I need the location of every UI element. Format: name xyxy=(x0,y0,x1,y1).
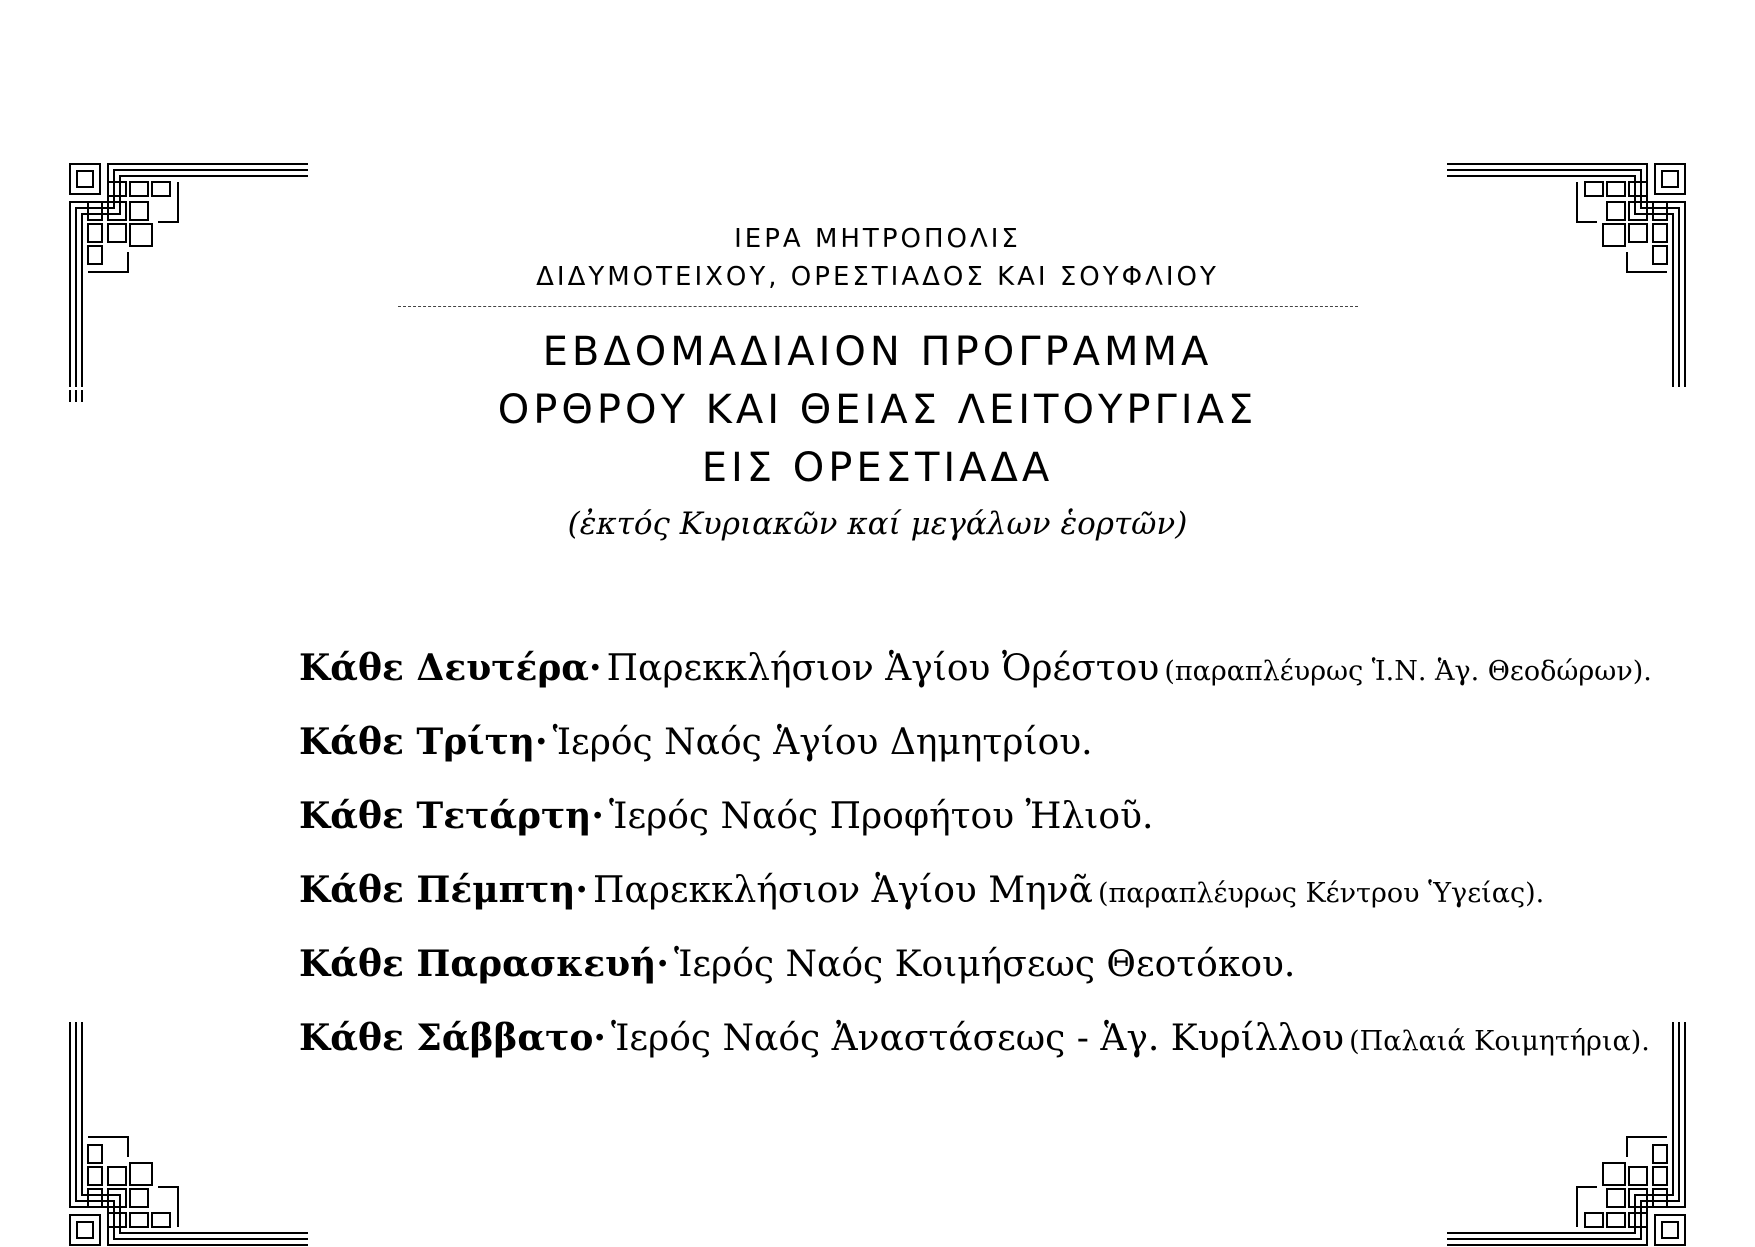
schedule-row-thursday xyxy=(299,860,1719,934)
schedule-day: Κάθε Τρίτη· xyxy=(299,721,548,763)
program-subtitle: (ἐκτός Κυριακῶν καί μεγάλων ἑορτῶν) xyxy=(567,506,1188,542)
schedule-day: Κάθε Σάββατο· xyxy=(299,1017,606,1059)
document-header xyxy=(0,220,1755,547)
schedule-day: Κάθε Παρασκευή· xyxy=(299,943,669,985)
schedule-place: Ἱερός Ναός Ἀναστάσεως - Ἁγ. Κυρίλλου xyxy=(610,1018,1345,1059)
schedule-note: (παραπλέυρως Κέντρου Ὑγείας). xyxy=(1097,878,1545,909)
schedule-day: Κάθε Πέμπτη· xyxy=(299,869,588,911)
program-title-line-1: ΕΒΔΟΜΑΔΙΑΙΟΝ ΠΡΟΓΡΑΜΜΑ xyxy=(542,329,1213,375)
schedule-place: Ἱερός Ναός Ἁγίου Δημητρίου. xyxy=(552,722,1093,763)
weekly-schedule xyxy=(299,638,1719,1082)
metropolis-region: ΔΙΔΥΜΟΤΕΙΧΟΥ, ΟΡΕΣΤΙΑΔΟΣ ΚΑΙ ΣΟΥΦΛΙΟΥ xyxy=(536,262,1219,292)
schedule-note: (Παλαιά Κοιμητήρια). xyxy=(1349,1026,1650,1057)
schedule-place: Ἱερός Ναός Κοιμήσεως Θεοτόκου. xyxy=(673,944,1296,985)
schedule-row-wednesday xyxy=(299,786,1719,860)
schedule-place: Παρεκκλήσιον Ἁγίου Ὀρέστου xyxy=(606,648,1160,689)
schedule-row-friday xyxy=(299,934,1719,1008)
metropolis-title: ΙΕΡΑ ΜΗΤΡΟΠΟΛΙΣ xyxy=(734,224,1021,254)
schedule-day: Κάθε Τετάρτη· xyxy=(299,795,604,837)
corner-ornament-bottom-left xyxy=(68,1007,308,1247)
schedule-row-monday xyxy=(299,638,1719,712)
header-divider xyxy=(398,306,1358,307)
program-title-line-3: ΕΙΣ ΟΡΕΣΤΙΑΔΑ xyxy=(701,445,1054,491)
schedule-row-tuesday xyxy=(299,712,1719,786)
schedule-row-saturday xyxy=(299,1008,1719,1082)
schedule-note: (παραπλέυρως Ἱ.Ν. Ἁγ. Θεοδώρων). xyxy=(1164,656,1652,687)
schedule-place: Παρεκκλήσιον Ἁγίου Μηνᾶ xyxy=(593,870,1093,911)
schedule-day: Κάθε Δευτέρα· xyxy=(299,647,602,689)
program-title-line-2: ΟΡΘΡΟΥ ΚΑΙ ΘΕΙΑΣ ΛΕΙΤΟΥΡΓΙΑΣ xyxy=(497,387,1258,433)
schedule-place: Ἱερός Ναός Προφήτου Ἠλιοῦ. xyxy=(609,796,1154,837)
